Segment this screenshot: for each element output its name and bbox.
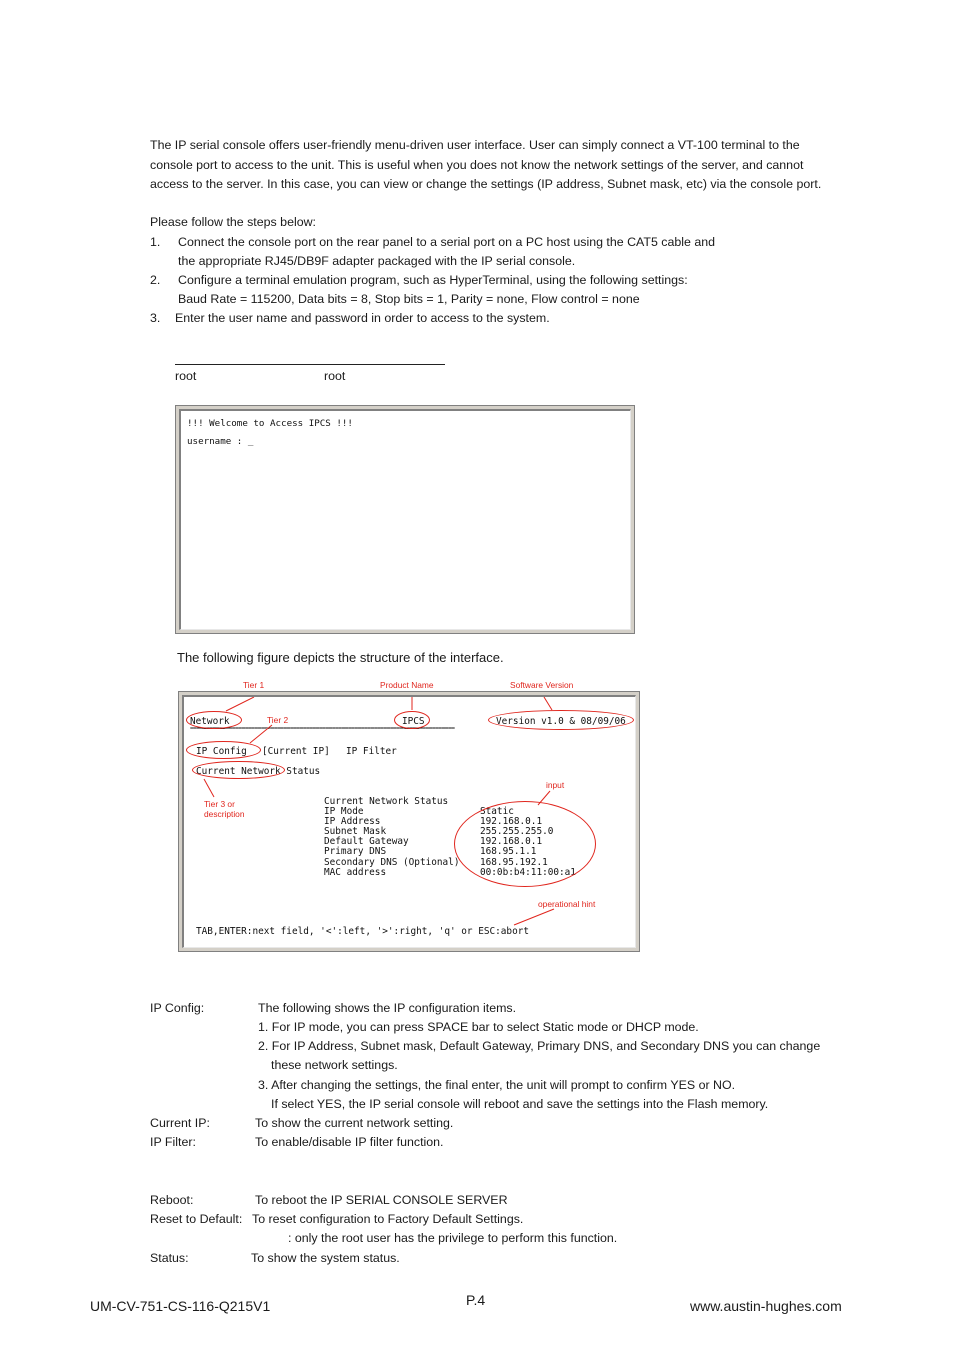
status-field-label: IP Mode: [324, 806, 364, 817]
status-field-label: MAC address: [324, 866, 387, 878]
annotation-operational-hint: operational hint: [538, 899, 596, 909]
status-field-label: Primary DNS: [324, 846, 387, 858]
tab-ip-config: IP Config: [196, 746, 247, 757]
footer-document-id: UM-CV-751-CS-116-Q215V1: [90, 1298, 271, 1314]
ip-config-item-3: 3. After changing the settings, the final enter, the unit will prompt to confirm YES or NO.: [258, 1078, 736, 1092]
status-field-value: 255.255.255.0: [480, 826, 554, 838]
tier3-section-title: Current Network Status: [196, 766, 321, 777]
annotation-tier3-a: Tier 3 or: [204, 799, 235, 809]
figure-caption: The following figure depicts the structure of the interface.: [177, 650, 504, 665]
status-field-value: 168.95.192.1: [480, 856, 548, 868]
status-field-value: 192.168.0.1: [480, 836, 543, 848]
tier3-highlight-oval: [192, 761, 285, 779]
step-1-text: Connect the console port on the rear panel to a serial port on a PC host using the CAT5 cable and: [178, 235, 716, 249]
ip-config-description: The following shows the IP configuration items.: [258, 1001, 517, 1015]
credentials-rule: [175, 364, 445, 365]
status-field-label: IP Address: [324, 816, 381, 828]
step-2-number: 2.: [150, 273, 161, 287]
step-3-number: 3.: [150, 311, 161, 325]
step-2-text: Configure a terminal emulation program, such as HyperTerminal, using the following settings:: [178, 273, 688, 287]
ip-config-item-2-cont: these network settings.: [271, 1058, 398, 1072]
tier2-highlight-oval: [186, 741, 261, 759]
software-version: Version v1.0 & 08/09/06: [496, 716, 626, 727]
footer-page-number: P.4: [466, 1292, 486, 1308]
ip-filter-label: IP Filter:: [150, 1135, 196, 1149]
operational-hint-line: TAB,ENTER:next field, '<':left, '>':right, 'q' or ESC:abort: [196, 926, 530, 937]
reboot-description: To reboot the IP SERIAL CONSOLE SERVER: [255, 1193, 508, 1207]
annotated-terminal-screen: [182, 695, 636, 948]
product-highlight-oval: [394, 711, 430, 729]
default-username: root: [175, 369, 197, 383]
step-1-number: 1.: [150, 235, 161, 249]
footer-website: www.austin-hughes.com: [690, 1298, 842, 1314]
login-terminal-screenshot: [175, 405, 635, 634]
intro-line-1: The IP serial console offers user-friendly menu-driven user interface. User can simply connect a VT-100 terminal to the: [150, 138, 800, 152]
annotation-tier2: Tier 2: [267, 715, 289, 725]
steps-heading: Please follow the steps below:: [150, 215, 316, 229]
status-field-value: 00:0b:b4:11:00:a1: [480, 866, 576, 878]
intro-line-2: console port to access to the unit. This is useful when you does not know the network settings of the server, and cannot: [150, 158, 804, 172]
status-field-label: Secondary DNS (Optional): [324, 856, 460, 868]
ip-config-item-1: 1. For IP mode, you can press SPACE bar to select Static mode or DHCP mode.: [258, 1020, 699, 1034]
reset-default-label: Reset to Default:: [150, 1212, 243, 1226]
terminal-username-prompt: username : _: [187, 436, 254, 447]
current-ip-label: Current IP:: [150, 1116, 210, 1130]
status-label: Status:: [150, 1251, 189, 1265]
input-highlight-oval: [454, 801, 596, 887]
ip-config-item-3-cont: If select YES, the IP serial console will reboot and save the settings into the Flash memory.: [271, 1097, 769, 1111]
tab-current-ip: [Current IP]: [262, 746, 330, 757]
ip-config-item-2: 2. For IP Address, Subnet mask, Default Gateway, Primary DNS, and Secondary DNS you can change: [258, 1039, 821, 1053]
status-field-value: 168.95.1.1: [480, 846, 537, 858]
separator-line: ==================================================================================: [190, 725, 455, 732]
step-2-settings: Baud Rate = 115200, Data bits = 8, Stop bits = 1, Parity = none, Flow control = none: [178, 292, 640, 306]
ip-config-label: IP Config:: [150, 1001, 205, 1015]
default-password: root: [324, 369, 346, 383]
status-field-label: Subnet Mask: [324, 826, 387, 838]
annotation-tier3-b: description: [204, 809, 245, 819]
annotation-input: input: [546, 780, 565, 790]
reset-default-description: To reset configuration to Factory Default Settings.: [252, 1212, 524, 1226]
current-ip-description: To show the current network setting.: [255, 1116, 454, 1130]
step-3-text: Enter the user name and password in order to access to the system.: [175, 311, 550, 325]
intro-line-3: access to the server. In this case, you can view or change the settings (IP address, Subnet mask, etc) via the console port.: [150, 177, 822, 191]
status-field-value: Static: [480, 806, 514, 817]
terminal-screen: [179, 409, 631, 630]
product-name: IPCS: [402, 716, 425, 727]
reboot-label: Reboot:: [150, 1193, 194, 1207]
reset-default-note: : only the root user has the privilege to perform this function.: [288, 1231, 618, 1245]
interface-structure-screenshot: [178, 691, 640, 952]
tab-ip-filter: IP Filter: [346, 746, 397, 757]
step-1-text-cont: the appropriate RJ45/DB9F adapter packaged with the IP serial console.: [178, 254, 576, 268]
annotation-tier1: Tier 1: [243, 680, 265, 690]
version-highlight-oval: [488, 710, 634, 730]
tier1-highlight-oval: [186, 711, 242, 729]
status-description: To show the system status.: [251, 1251, 400, 1265]
status-field-value: 192.168.0.1: [480, 816, 543, 828]
tier1-menu-network: Network: [190, 716, 230, 727]
ip-filter-description: To enable/disable IP filter function.: [255, 1135, 444, 1149]
annotation-software-version: Software Version: [510, 680, 574, 690]
annotation-product-name: Product Name: [380, 680, 434, 690]
status-title: Current Network Status: [324, 796, 449, 807]
status-field-label: Default Gateway: [324, 836, 409, 848]
terminal-welcome: !!! Welcome to Access IPCS !!!: [187, 418, 353, 429]
